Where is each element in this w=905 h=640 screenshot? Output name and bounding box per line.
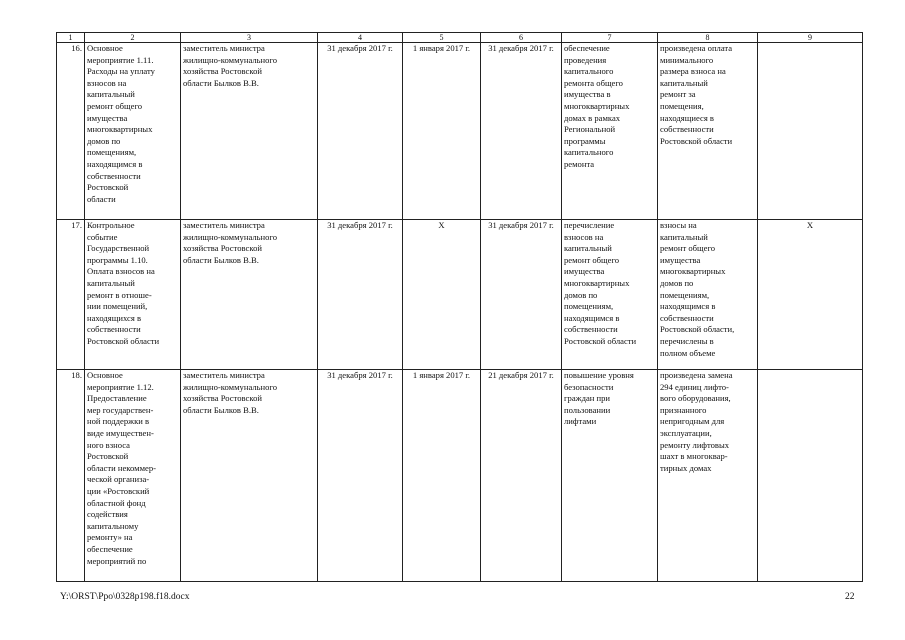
expected-result: перечисление взносов на капитальный ремонт общего имущества многоквартирных домов по помещениям, находящимся в собственности Ростовской области [562,220,658,370]
col9-cell [758,370,863,582]
column-header: 8 [658,33,758,43]
column-header: 7 [562,33,658,43]
col9-cell [758,43,863,220]
responsible-person: заместитель министра жилищно-коммунального хозяйства Ростовской области Былков В.В. [181,43,318,220]
actual-result: взносы на капитальный ремонт общего имущества многоквартирных домов по помещениям, находящимся в собственности Ростовской области, перечислены в полном объеме [658,220,758,370]
end-date-cell: 31 декабря 2017 г. [481,43,562,220]
table-row [57,43,863,220]
start-date-cell: 1 января 2017 г. [403,370,481,582]
date-cell: 31 декабря 2017 г. [318,370,403,582]
date-cell: 31 декабря 2017 г. [318,43,403,220]
page-number: 22 [845,592,855,602]
row-number: 18. [57,370,85,582]
expected-result: обеспечение проведения капитального ремонта общего имущества в многоквартирных домах в рамках Региональной программы капитального ремонта [562,43,658,220]
end-date-cell: 31 декабря 2017 г. [481,220,562,370]
table-row [57,370,863,582]
file-path: Y:\ORST\Ppo\0328p198.f18.docx [60,592,190,602]
actual-result: произведена оплата минимального размера взноса на капитальный ремонт за помещения, находящиеся в собственности Ростовской области [658,43,758,220]
col9-cell: X [758,220,863,370]
activity-name: Контрольное событие Государственной программы 1.10. Оплата взносов на капитальный ремонт в отноше- нии помещений, находящихся в собственности Ростовской области [85,220,181,370]
row-number: 16. [57,43,85,220]
column-header: 5 [403,33,481,43]
actual-result: произведена замена 294 единиц лифто- вого оборудования, признанного непригодным для эксплуатации, ремонту лифтовых шахт в многоквар- тирных домах [658,370,758,582]
start-date-cell: 1 января 2017 г. [403,43,481,220]
column-header: 3 [181,33,318,43]
responsible-person: заместитель министра жилищно-коммунального хозяйства Ростовской области Былков В.В. [181,220,318,370]
table-row [57,220,863,370]
activity-name: Основное мероприятие 1.12. Предоставление мер государствен- ной поддержки в виде имуществен- ного взноса Ростовской области некоммер- ческой организа- ции «Ростовский областной фонд содействия капитальному ремонту» на обеспечение мероприятий по [85,370,181,582]
expected-result: повышение уровня безопасности граждан при пользовании лифтами [562,370,658,582]
activity-name: Основное мероприятие 1.11. Расходы на уплату взносов на капитальный ремонт общего имущества многоквартирных домов по помещениям, находящимся в собственности Ростовской области [85,43,181,220]
column-number-row [57,33,863,43]
start-date-cell: X [403,220,481,370]
plan-table [56,32,863,582]
column-header: 4 [318,33,403,43]
date-cell: 31 декабря 2017 г. [318,220,403,370]
end-date-cell: 21 декабря 2017 г. [481,370,562,582]
column-header: 6 [481,33,562,43]
responsible-person: заместитель министра жилищно-коммунального хозяйства Ростовской области Былков В.В. [181,370,318,582]
column-header: 2 [85,33,181,43]
row-number: 17. [57,220,85,370]
column-header: 9 [758,33,863,43]
column-header: 1 [57,33,85,43]
